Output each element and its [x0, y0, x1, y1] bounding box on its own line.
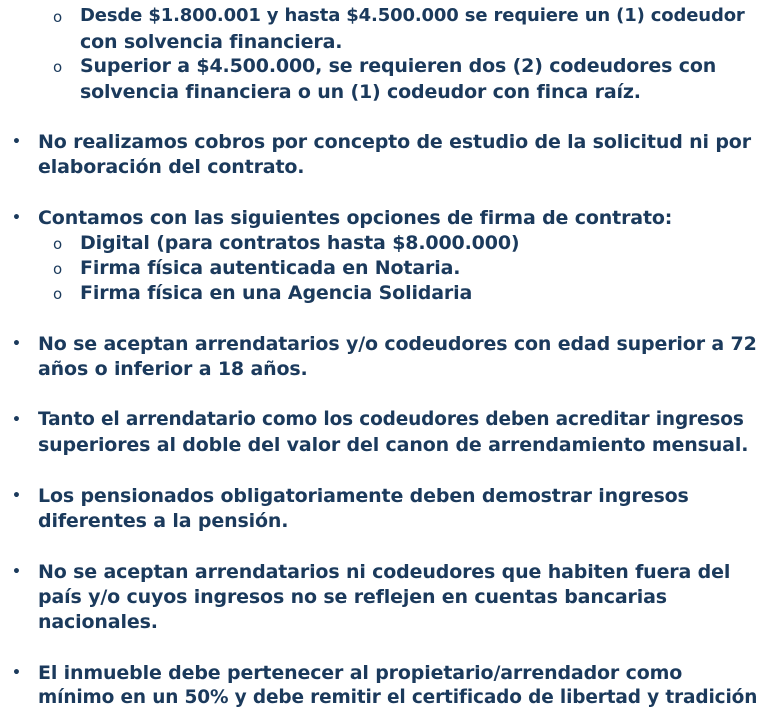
sub-bullet-marker: o — [53, 260, 63, 278]
bullet-marker: • — [12, 134, 21, 150]
sub-bullet-marker: o — [53, 285, 63, 303]
sub-bullet-marker: o — [53, 8, 63, 26]
list-item-text-line: Contamos con las siguientes opciones de firma de contrato: — [38, 207, 673, 229]
list-item-text-line: país y/o cuyos ingresos no se reflejen en cuentas bancarias — [38, 586, 667, 608]
list-item-text-line: superiores al doble del valor del canon de arrendamiento mensual. — [38, 434, 749, 456]
bullet-marker: • — [12, 488, 21, 504]
sub-item-text-line: Superior a $4.500.000, se requieren dos (2) codeudores con — [80, 55, 717, 77]
list-item-text-line: Tanto el arrendatario como los codeudores deben acreditar ingresos — [38, 409, 744, 430]
list-item-text-line: El inmueble debe pertenecer al propietario/arrendador como — [38, 662, 683, 684]
bullet-marker: • — [12, 665, 21, 681]
sub-item-text-line: con solvencia financiera. — [80, 31, 343, 53]
sub-bullet-marker: o — [53, 235, 63, 253]
sub-item-text-line: Desde $1.800.001 y hasta $4.500.000 se requiere un (1) codeudor — [80, 5, 745, 26]
sub-item-text-line: Firma física autenticada en Notaria. — [80, 257, 461, 279]
list-item-text-line: No se aceptan arrendatarios ni codeudores que habiten fuera del — [38, 561, 731, 583]
list-item-text-line: nacionales. — [38, 611, 158, 633]
bullet-marker: • — [12, 336, 21, 352]
bullet-marker: • — [12, 412, 21, 428]
sub-bullet-marker: o — [53, 58, 63, 76]
list-item-text-line: No realizamos cobros por concepto de estudio de la solicitud ni por — [38, 131, 751, 153]
sub-item-text-line: solvencia financiera o un (1) codeudor con finca raíz. — [80, 81, 641, 103]
sub-item-text-line: Firma física en una Agencia Solidaria — [80, 282, 473, 304]
sub-item-text-line: Digital (para contratos hasta $8.000.000) — [80, 232, 520, 254]
list-item-text-line: No se aceptan arrendatarios y/o codeudores con edad superior a 72 — [38, 333, 757, 355]
bullet-marker: • — [12, 564, 21, 580]
list-item-text-line: mínimo en un 50% y debe remitir el certificado de libertad y tradición — [38, 687, 758, 708]
list-item-text-line: elaboración del contrato. — [38, 156, 305, 178]
list-item-text-line: Los pensionados obligatoriamente deben demostrar ingresos — [38, 485, 689, 507]
list-item-text-line: años o inferior a 18 años. — [38, 358, 308, 380]
list-item-text-line: diferentes a la pensión. — [38, 510, 289, 532]
bullet-marker: • — [12, 210, 21, 226]
